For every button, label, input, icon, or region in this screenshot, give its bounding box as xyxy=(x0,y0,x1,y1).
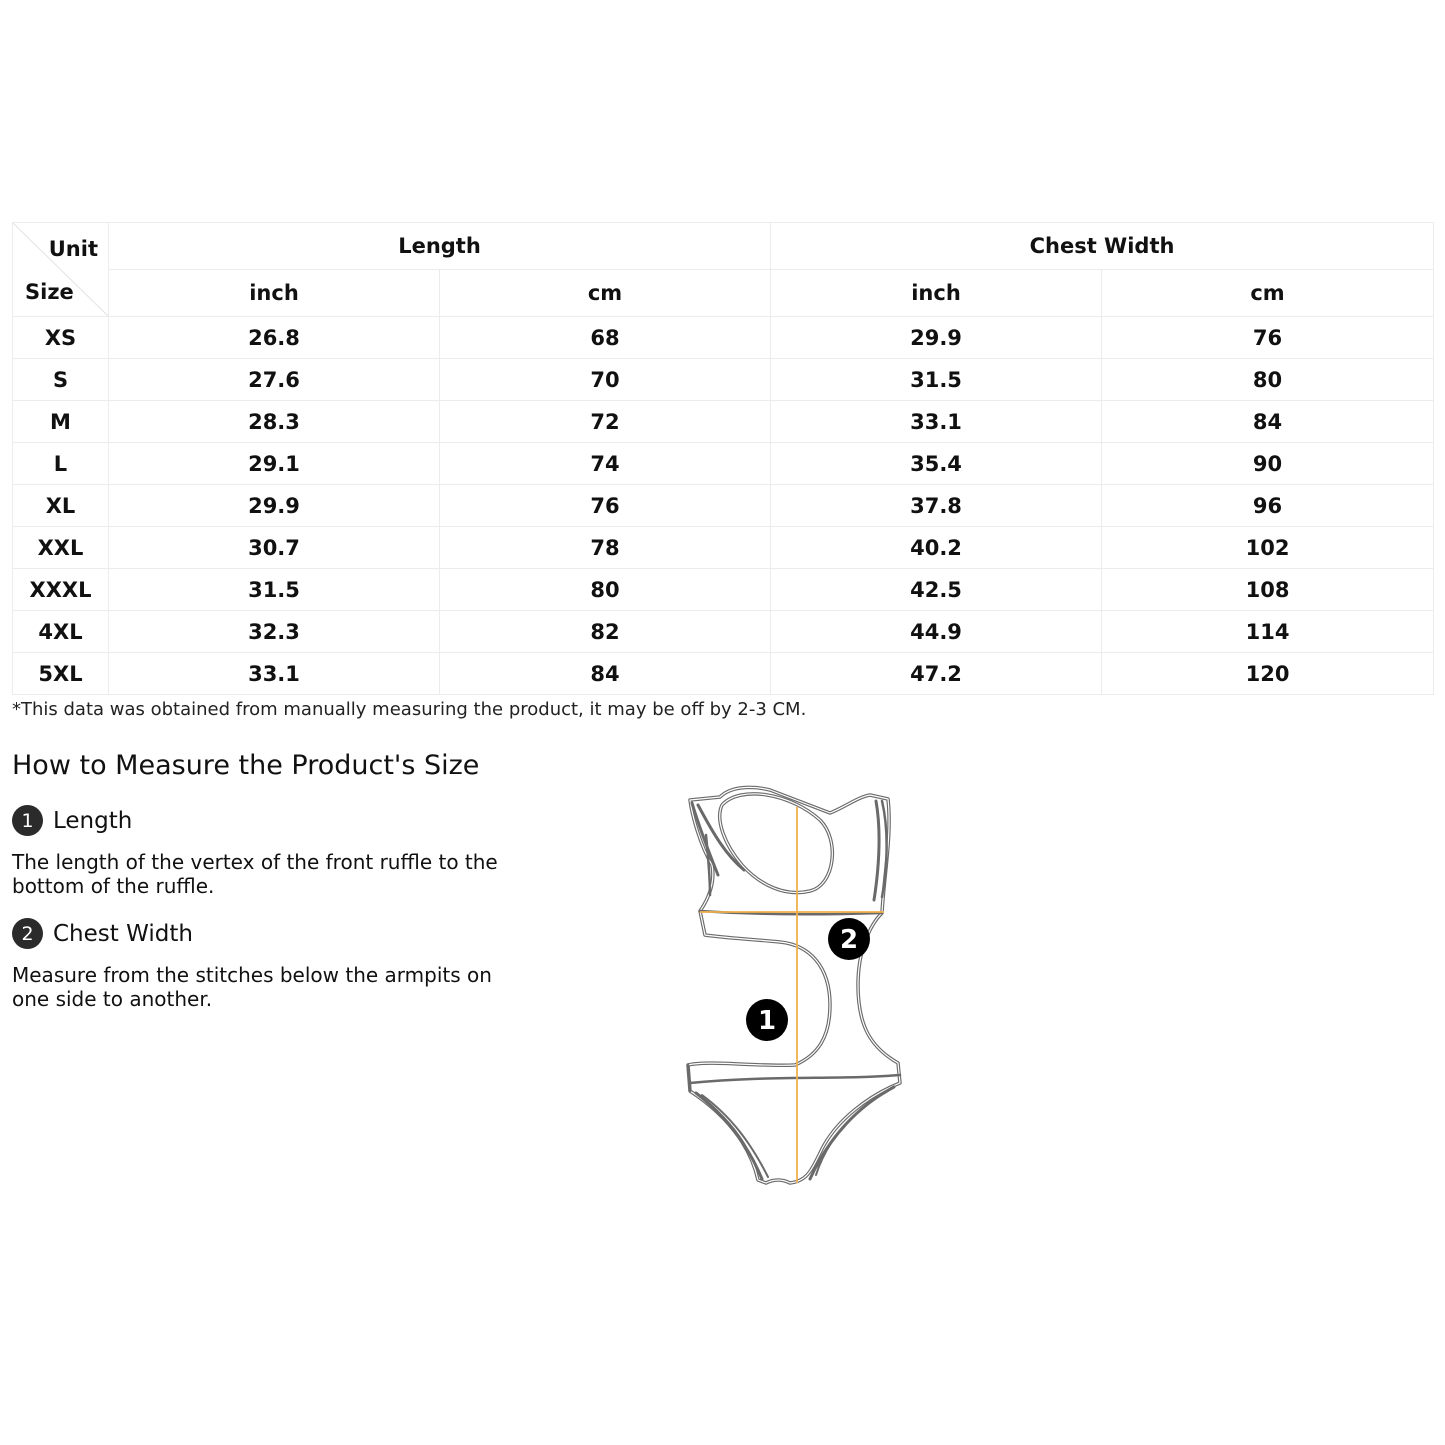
value-cell: 108 xyxy=(1102,569,1434,611)
value-cell: 32.3 xyxy=(109,611,440,653)
value-cell: 35.4 xyxy=(771,443,1102,485)
table-corner-cell xyxy=(13,223,109,317)
unit-header: cm xyxy=(1102,270,1434,317)
corner-unit-label: Unit xyxy=(48,237,98,261)
table-row xyxy=(13,317,1434,359)
group-header-length: Length xyxy=(109,223,771,270)
value-cell: 37.8 xyxy=(771,485,1102,527)
value-cell: 44.9 xyxy=(771,611,1102,653)
svg-text:2: 2 xyxy=(839,925,859,955)
size-cell: XL xyxy=(13,485,109,527)
table-row xyxy=(13,401,1434,443)
svg-text:1: 1 xyxy=(757,1006,777,1036)
size-cell: L xyxy=(13,443,109,485)
value-cell: 33.1 xyxy=(771,401,1102,443)
value-cell: 90 xyxy=(1102,443,1434,485)
step-description: The length of the vertex of the front ruffle to the bottom of the ruffle. xyxy=(12,850,498,898)
value-cell: 68 xyxy=(440,317,771,359)
unit-header: inch xyxy=(109,270,440,317)
value-cell: 80 xyxy=(1102,359,1434,401)
value-cell: 84 xyxy=(1102,401,1434,443)
size-cell: 5XL xyxy=(13,653,109,695)
value-cell: 42.5 xyxy=(771,569,1102,611)
table-row xyxy=(13,569,1434,611)
table-row xyxy=(13,443,1434,485)
value-cell: 29.1 xyxy=(109,443,440,485)
table-row xyxy=(13,359,1434,401)
size-cell: XS xyxy=(13,317,109,359)
value-cell: 84 xyxy=(440,653,771,695)
corner-size-label: Size xyxy=(25,280,74,304)
table-row xyxy=(13,485,1434,527)
value-cell: 78 xyxy=(440,527,771,569)
size-cell: M xyxy=(13,401,109,443)
step-number-badge: 1 xyxy=(12,805,43,836)
value-cell: 120 xyxy=(1102,653,1434,695)
value-cell: 30.7 xyxy=(109,527,440,569)
step-label: Chest Width xyxy=(53,920,193,947)
size-cell: XXXL xyxy=(13,569,109,611)
value-cell: 114 xyxy=(1102,611,1434,653)
step-length xyxy=(12,805,132,836)
value-cell: 26.8 xyxy=(109,317,440,359)
table-unit-row xyxy=(13,270,1434,317)
value-cell: 28.3 xyxy=(109,401,440,443)
guide-title: How to Measure the Product's Size xyxy=(12,750,480,781)
size-cell: XXL xyxy=(13,527,109,569)
swimsuit-diagram xyxy=(670,775,920,1195)
size-cell: S xyxy=(13,359,109,401)
table-row xyxy=(13,611,1434,653)
table-header-row xyxy=(13,223,1434,270)
group-header-chest-width: Chest Width xyxy=(771,223,1434,270)
value-cell: 72 xyxy=(440,401,771,443)
size-chart-table xyxy=(12,222,1434,695)
marker-length xyxy=(746,999,788,1041)
step-label: Length xyxy=(53,807,133,834)
value-cell: 102 xyxy=(1102,527,1434,569)
value-cell: 27.6 xyxy=(109,359,440,401)
value-cell: 76 xyxy=(1102,317,1434,359)
marker-chest-width xyxy=(828,918,870,960)
measurement-note: *This data was obtained from manually measuring the product, it may be off by 2-3 CM. xyxy=(12,699,807,720)
value-cell: 33.1 xyxy=(109,653,440,695)
value-cell: 29.9 xyxy=(109,485,440,527)
step-chest-width xyxy=(12,918,193,949)
size-cell: 4XL xyxy=(13,611,109,653)
value-cell: 82 xyxy=(440,611,771,653)
value-cell: 76 xyxy=(440,485,771,527)
value-cell: 31.5 xyxy=(109,569,440,611)
value-cell: 29.9 xyxy=(771,317,1102,359)
value-cell: 80 xyxy=(440,569,771,611)
value-cell: 40.2 xyxy=(771,527,1102,569)
table-row xyxy=(13,653,1434,695)
unit-header: inch xyxy=(771,270,1102,317)
step-description: Measure from the stitches below the armpits on one side to another. xyxy=(12,963,492,1011)
table-row xyxy=(13,527,1434,569)
value-cell: 74 xyxy=(440,443,771,485)
value-cell: 70 xyxy=(440,359,771,401)
step-number-badge: 2 xyxy=(12,918,43,949)
unit-header: cm xyxy=(440,270,771,317)
value-cell: 31.5 xyxy=(771,359,1102,401)
swimsuit-outline xyxy=(688,787,900,1183)
value-cell: 96 xyxy=(1102,485,1434,527)
value-cell: 47.2 xyxy=(771,653,1102,695)
